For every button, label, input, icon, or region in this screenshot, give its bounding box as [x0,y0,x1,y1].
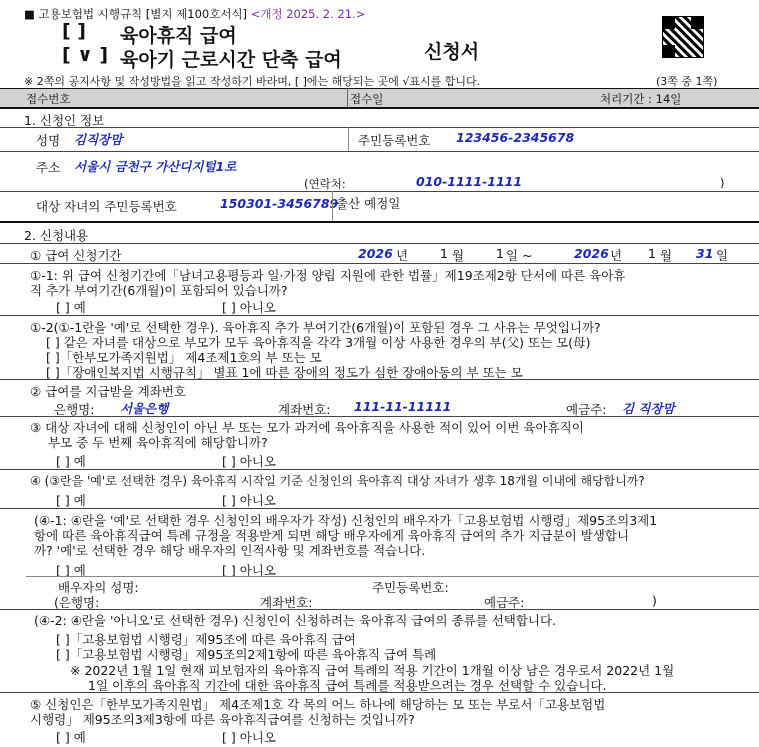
title-suffix: 신청서 [424,41,480,63]
q5-question: 시행령」 제95조의3제3항에 따른 육아휴직급여를 신청하는 것입니까? [30,712,415,727]
form-number: ■ 고용보험법 시행규칙 [별지 제100호서식] <개정 2025. 2. 21.> [24,7,366,21]
q4-2-note: ※ 2022년 1월 1일 현재 피보험자의 육아휴직 급여 특례의 적용 기간이 1개월 이상 남은 경우로서 2022년 1월 [70,663,675,678]
child-rrn-label: 대상 자녀의 주민등록번호 [36,199,177,214]
q2-label: ② 급여를 지급받을 계좌번호 [30,384,186,399]
end-year[interactable]: 2026 [574,246,609,261]
q4-2-note: 1일 이후의 육아휴직 기간에 대한 육아휴직 급여 특례를 적용받으려는 경우 선택할 수 있습니다. [88,678,607,693]
title-line1: 육아휴직 급여 [120,25,237,47]
q1-label: ① 급여 신청기간 [30,248,122,263]
q5-no-checkbox[interactable]: [ ] 아니오 [222,730,276,745]
account-number-value[interactable]: 111-11-11111 [354,399,452,414]
q1-1-question: ①-1: 위 급여 신청기간에「남녀고용평등과 일·가정 양립 지원에 관한 법률」제19조제2항 단서에 따른 육아휴 [30,268,626,283]
divider [0,508,759,509]
q3-yes-checkbox[interactable]: [ ] 예 [56,454,86,469]
title-line2-checkbox[interactable]: [ ∨ ] [62,44,109,66]
q4-2-question: (④-2: ④란을 '아니오'로 선택한 경우) 신청인이 신청하려는 육아휴직 급여의 종류를 선택합니다. [34,613,557,628]
q3-question: ③ 대상 자녀에 대해 신청인이 아닌 부 또는 모가 과거에 육아휴직을 사용한 적이 있어 이번 육아휴직이 [30,420,584,435]
q4-2-option2-checkbox[interactable]: [ ]「고용보험법 시행령」제95조의2제1항에 따른 육아휴직 급여 특례 [56,647,437,662]
q1-2-option3-checkbox[interactable]: [ ]「장애인복지법 시행규칙」 별표 1에 따른 장애의 정도가 심한 장애아동의 부 또는 모 [46,365,523,380]
q3-question: 부모 중 두 번째 육아휴직에 해당합니까? [48,435,268,450]
end-year-suffix: 년 [610,248,623,263]
divider [0,191,759,192]
divider [0,379,759,380]
bank-name-value[interactable]: 서울은행 [120,401,169,416]
q4-1-no-checkbox[interactable]: [ ] 아니오 [222,563,276,578]
start-year-suffix: 년 [396,248,409,263]
divider [0,243,759,244]
receipt-divider [347,89,348,107]
account-holder-label: 예금주: [566,402,607,417]
start-day[interactable]: 1 [496,246,504,261]
receipt-bottom-border [0,107,759,109]
divider [0,416,759,417]
divider [26,576,759,577]
q4-question: ④ (③란을 '예'로 선택한 경우) 육아휴직 시작일 기준 신청인의 육아휴직 대상 자녀가 생후 18개월 이내에 해당합니까? [30,474,645,488]
start-month[interactable]: 1 [440,246,448,261]
q5-question: ⑤ 신청인은「한부모가족지원법」 제4조제1호 각 목의 어느 하나에 해당하는 모 또는 부로서「고용보험법 [30,697,606,712]
address-label: 주소 [36,160,61,175]
receipt-number-label: 접수번호 [26,92,71,106]
end-month-suffix: 월 [660,248,673,263]
q4-1-yes-checkbox[interactable]: [ ] 예 [56,563,86,578]
instruction-note: ※ 2쪽의 공지사항 및 작성방법을 읽고 작성하기 바라며, [ ]에는 해당되는 곳에 √표시를 합니다. [24,75,481,88]
q1-2-option1-checkbox[interactable]: [ ] 같은 자녀를 대상으로 부모가 모두 육아휴직을 각각 3개월 이상 사용한 경우의 부(父) 또는 모(母) [46,335,591,350]
vertical-divider [332,191,333,221]
q1-2-question: ①-2(①-1란을 '예'로 선택한 경우). 육아휴직 추가 부여기간(6개월)이 포함된 경우 그 사유는 무엇입니까? [30,320,601,335]
start-day-suffix: 일 ~ [506,248,533,263]
q1-2-option2-checkbox[interactable]: [ ]「한부모가족지원법」 제4조제1호의 부 또는 모 [46,350,322,365]
start-year[interactable]: 2026 [358,246,393,261]
q4-1-question: (④-1: ④란을 '예'로 선택한 경우 신청인의 배우자가 작성) 신청인의 배우자가「고용보험법 시행령」제95조의3제1 [34,513,658,528]
start-month-suffix: 월 [452,248,465,263]
divider [0,609,759,610]
applicant-name-value[interactable]: 김직장맘 [74,132,123,147]
qr-code-icon [662,16,704,58]
due-date-label: 출산 예정일 [336,196,401,211]
spouse-close: ) [652,593,657,608]
q4-1-question: 항에 따른 육아휴직급여 특례 규정을 적용받게 되면 해당 배우자에게 육아휴직 급여의 추가 지급분이 발생합니 [34,528,630,543]
applicant-rrn-value[interactable]: 123456-2345678 [456,130,575,145]
child-rrn-value[interactable]: 150301-3456789 [220,196,339,211]
spouse-name-label: 배우자의 성명: [58,580,139,595]
q1-1-no-checkbox[interactable]: [ ] 아니오 [222,300,276,315]
address-value[interactable]: 서울시 금천구 가산디지털1로 [74,159,237,174]
spouse-account-label: 계좌번호: [260,595,313,610]
applicant-name-label: 성명 [36,133,61,148]
end-month[interactable]: 1 [648,246,656,261]
spouse-bank-label: (은행명: [54,595,100,610]
vertical-divider [348,127,349,151]
contact-label: (연락처: [304,177,346,191]
processing-period: 처리기간 : 14일 [600,92,682,106]
divider [0,469,759,470]
q4-yes-checkbox[interactable]: [ ] 예 [56,493,86,508]
spouse-rrn-label: 주민등록번호: [372,580,449,595]
title-line2: 육아기 근로시간 단축 급여 [120,49,342,71]
receipt-date-label: 접수일 [350,92,384,106]
q1-1-yes-checkbox[interactable]: [ ] 예 [56,300,86,315]
divider [0,263,759,264]
title-line1-checkbox[interactable]: [ ] [62,20,86,42]
end-day-suffix: 일 [716,248,729,263]
end-day[interactable]: 31 [696,246,714,261]
bank-name-label: 은행명: [54,402,95,417]
contact-close: ) [720,176,725,190]
account-holder-value[interactable]: 김 직장맘 [622,401,675,416]
section1-bottom-border [0,221,759,223]
contact-value[interactable]: 010-1111-1111 [416,174,523,189]
q5-yes-checkbox[interactable]: [ ] 예 [56,730,86,745]
divider [0,151,759,152]
page-indicator: (3쪽 중 1쪽) [656,75,718,88]
applicant-rrn-label: 주민등록번호 [358,133,431,148]
q4-1-question: 까? '예'로 선택한 경우 해당 배우자의 인적사항 및 계좌번호를 적습니다. [34,543,426,558]
q4-no-checkbox[interactable]: [ ] 아니오 [222,493,276,508]
revision-date: <개정 2025. 2. 21.> [250,7,366,21]
account-number-label: 계좌번호: [278,402,331,417]
section1-title: 1. 신청인 정보 [24,113,105,128]
divider [0,127,759,128]
q1-1-question: 직 추가 부여기간(6개월)이 포함되어 있습니까? [30,283,288,298]
section2-title: 2. 신청내용 [24,228,89,243]
divider [0,315,759,316]
spouse-holder-label: 예금주: [484,595,525,610]
q3-no-checkbox[interactable]: [ ] 아니오 [222,454,276,469]
divider [0,692,759,693]
q4-2-option1-checkbox[interactable]: [ ]「고용보험법 시행령」제95조에 따른 육아휴직 급여 [56,632,356,647]
